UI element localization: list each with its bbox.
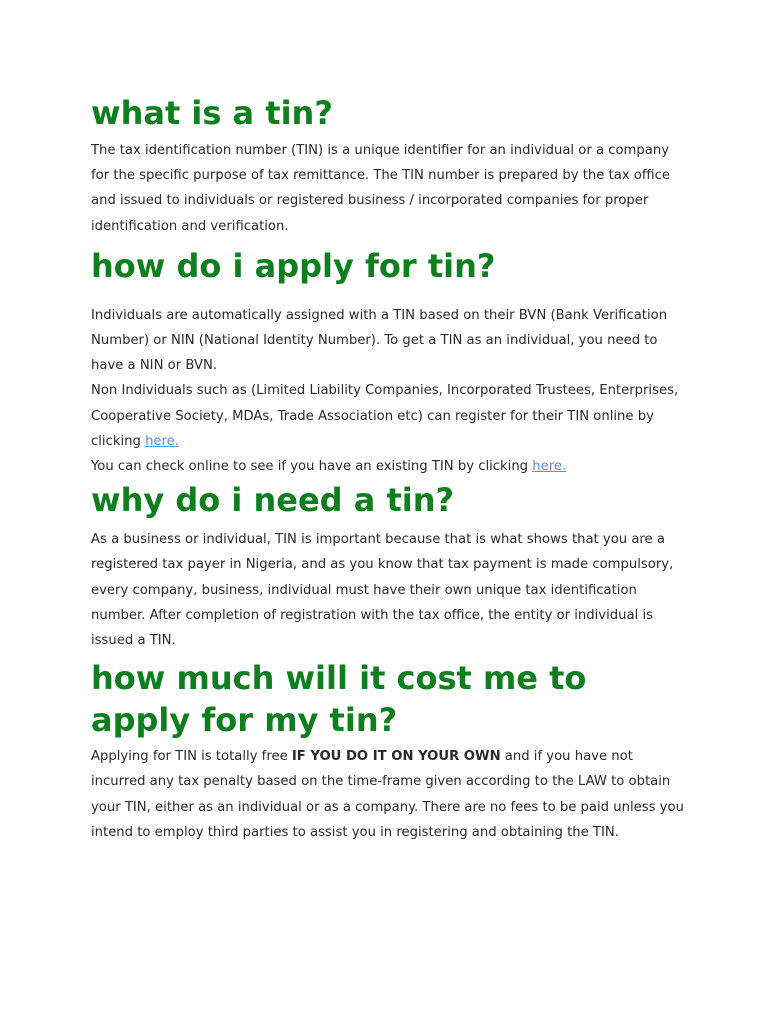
register-tin-link[interactable]: here. xyxy=(145,433,179,449)
heading-how-much-cost: how much will it cost me to apply for my tin? xyxy=(91,659,587,740)
heading-what-is-a-tin: what is a tin? xyxy=(91,94,333,132)
paragraph-why-do-i-need: As a business or individual, TIN is important because that is what shows that you are a registered tax payer in Nigeria, and as you know that tax payment is made compulsory, every company, business, individual must have their own unique tax identification number. After completion of registration with the tax office, the entity or individual is issued a TIN. xyxy=(91,532,674,649)
paragraph-check-online-text: You can check online to see if you have an existing TIN by clicking xyxy=(91,459,533,475)
document-page xyxy=(91,92,691,845)
paragraph-cost-emphasis: IF YOU DO IT ON YOUR OWN xyxy=(291,749,501,765)
heading-how-do-i-apply: how do i apply for tin? xyxy=(91,246,496,285)
check-tin-link[interactable]: here. xyxy=(532,459,567,475)
heading-why-do-i-need: why do i need a tin? xyxy=(91,481,455,520)
paragraph-what-is-a-tin: The tax identification number (TIN) is a unique identifier for an individual or a company for the specific purpose of tax remittance. The TIN number is prepared by the tax office and issued to individuals or registered business / incorporated companies for proper identification and verification. xyxy=(91,143,670,234)
paragraph-cost xyxy=(91,744,691,845)
paragraph-cost-text-before: Applying for TIN is totally free xyxy=(91,749,292,765)
paragraph-non-individuals-text: Non Individuals such as (Limited Liability Companies, Incorporated Trustees, Enterprises, Cooperative Society, MDAs, Trade Association etc) can register for their TIN online by clicking xyxy=(91,383,679,449)
paragraph-non-individuals xyxy=(91,378,691,454)
paragraph-check-online xyxy=(91,454,691,479)
paragraph-cost-text-after: and if you have not incurred any tax penalty based on the time-frame given according to the LAW to obtain your TIN, either as an individual or as a company. There are no fees to be paid unless you intend to employ third parties to assist you in registering and obtaining the TIN. xyxy=(91,749,684,840)
paragraph-individuals: Individuals are automatically assigned with a TIN based on their BVN (Bank Verification Number) or NIN (National Identity Number). To get a TIN as an individual, you need to have a NIN or BVN. xyxy=(91,307,668,374)
